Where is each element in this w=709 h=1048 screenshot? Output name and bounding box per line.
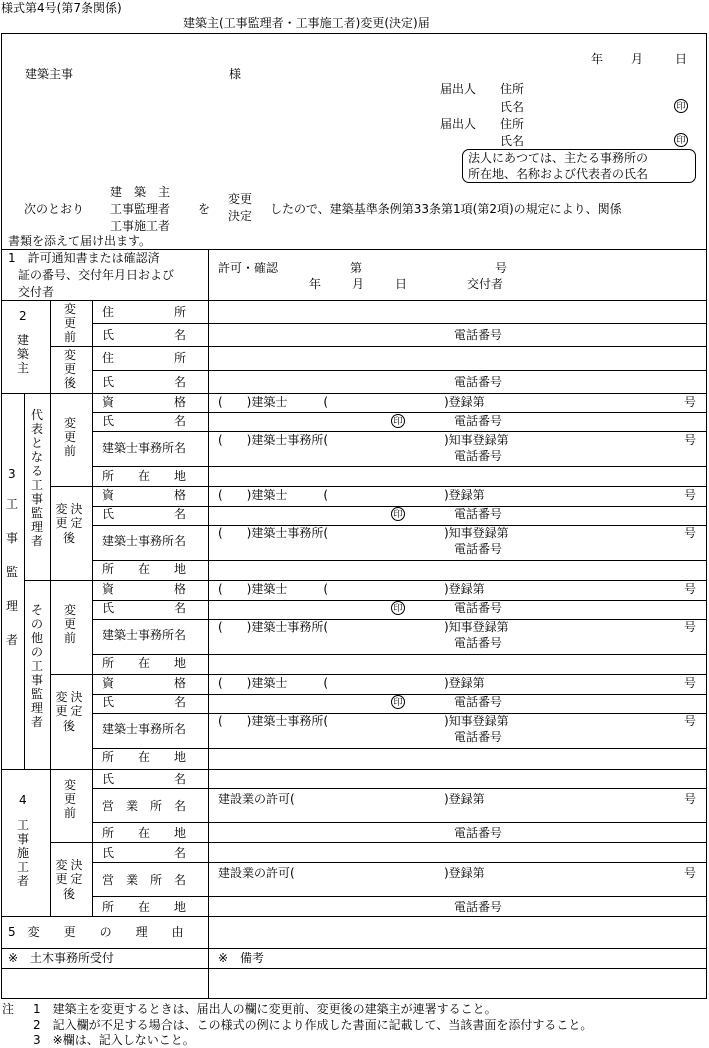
- section1-permit: 許可・確認: [218, 261, 279, 275]
- section3-phone: 電話番号: [454, 730, 503, 744]
- section4-location-label: 所 在 地: [102, 826, 187, 840]
- section3-other: そ の 他 の 工 事 監 理 者: [30, 603, 43, 729]
- section3-location-label: 所 在 地: [102, 656, 187, 670]
- date-year: 年: [591, 52, 604, 66]
- section4-toroku: )登録第: [444, 866, 485, 880]
- seal-mark: 印: [391, 695, 405, 709]
- section3-office-reg: ( )建築士事務所(: [218, 714, 329, 728]
- notes-head: 注: [2, 1002, 15, 1016]
- section3-go: 号: [684, 488, 697, 502]
- section1-label: 証の番号、交付年月日および: [18, 268, 175, 282]
- section3-go: 号: [684, 676, 697, 690]
- notifier-1-name: 氏名: [500, 100, 525, 114]
- section2-address-label: 住 所: [102, 305, 187, 319]
- section2-phone: 電話番号: [454, 328, 503, 342]
- section3-toroku: )登録第: [444, 676, 485, 690]
- statement-prefix: 次のとおり: [24, 202, 85, 216]
- section3-qual-label: 資 格: [102, 488, 187, 502]
- section4-license: 建設業の許可(: [218, 866, 295, 880]
- seal-mark: 印: [391, 414, 405, 428]
- statement-option: 工事監理者: [110, 202, 171, 216]
- section4-name-label: 氏 名: [102, 772, 187, 786]
- section4-phone: 電話番号: [454, 826, 503, 840]
- statement-action: 決定: [228, 209, 253, 223]
- section4-office-label: 営 業 所 名: [102, 873, 187, 887]
- addressee-honorific: 様: [229, 67, 242, 81]
- remarks: ※ 備考: [218, 951, 265, 965]
- section3-kenchikushi: ( )建築士 (: [218, 582, 329, 596]
- section4-license: 建設業の許可(: [218, 792, 295, 806]
- section3-chiji: )知事登録第: [444, 620, 509, 634]
- section3-go: 号: [684, 582, 697, 596]
- section3-chiji: )知事登録第: [444, 714, 509, 728]
- section4-office-label: 営 業 所 名: [102, 799, 187, 813]
- section2-name-label: 氏 名: [102, 375, 187, 389]
- statement-suffix: したので、建築基準条例第33条第1項(第2項)の規定により、関係: [270, 202, 622, 216]
- section3-phone: 電話番号: [454, 636, 503, 650]
- section3-location-label: 所 在 地: [102, 562, 187, 576]
- section3-office-label: 建築士事務所名: [102, 628, 187, 642]
- section3-name-label: 氏 名: [102, 507, 187, 521]
- section3-qual-label: 資 格: [102, 676, 187, 690]
- section3-go: 号: [684, 526, 697, 540]
- section2-name-label: 氏 名: [102, 328, 187, 342]
- section3-phone: 電話番号: [454, 695, 503, 709]
- section4-location-label: 所 在 地: [102, 900, 187, 914]
- section3-toroku: )登録第: [444, 488, 485, 502]
- section4-after: 変 決 更 定 後: [55, 858, 83, 901]
- section3-name-label: 氏 名: [102, 695, 187, 709]
- section3-phone: 電話番号: [454, 449, 503, 463]
- section3-kenchikushi: ( )建築士 (: [218, 395, 329, 409]
- section3-other-after: 変 決 更 定 後: [55, 690, 83, 733]
- statement-option: 工事施工者: [110, 219, 171, 233]
- section3-phone: 電話番号: [454, 601, 503, 615]
- section5-label: 5 変 更 の 理 由: [8, 925, 184, 939]
- section4-phone: 電話番号: [454, 900, 503, 914]
- section3-location-label: 所 在 地: [102, 750, 187, 764]
- statement-action: 変更: [228, 192, 253, 206]
- notifier-1-address: 住所: [500, 82, 525, 96]
- section1-issuer: 交付者: [467, 277, 504, 291]
- section3-name-label: 氏 名: [102, 414, 187, 428]
- section3-number: 3: [8, 467, 16, 481]
- section3-name-label: 氏 名: [102, 601, 187, 615]
- section3-office-reg: ( )建築士事務所(: [218, 526, 329, 540]
- section4-go: 号: [684, 866, 697, 880]
- office-receipt: ※ 土木事務所受付: [8, 951, 115, 965]
- section3-phone: 電話番号: [454, 507, 503, 521]
- section3-chiji: )知事登録第: [444, 433, 509, 447]
- section3-kenchikushi: ( )建築士 (: [218, 676, 329, 690]
- section3-go: 号: [684, 620, 697, 634]
- section4-toroku: )登録第: [444, 792, 485, 806]
- date-day: 日: [675, 52, 688, 66]
- section1-month: 月: [352, 277, 365, 291]
- section3-go: 号: [684, 714, 697, 728]
- section4-title: 工 事 施 工 者: [16, 818, 29, 888]
- section1-year: 年: [309, 277, 322, 291]
- section3-toroku: )登録第: [444, 395, 485, 409]
- section3-other-before: 変 更 前: [63, 603, 76, 645]
- seal-mark: 印: [391, 507, 405, 521]
- section1-label: 交付者: [18, 285, 55, 299]
- note-item: 3 ※欄は、記入しないこと。: [33, 1033, 195, 1047]
- seal-mark: 印: [674, 99, 688, 113]
- section1-go: 号: [495, 261, 508, 275]
- section3-rep: 代 表 と な る 工 事 監 理 者: [30, 408, 43, 548]
- seal-mark: 印: [391, 601, 405, 615]
- section3-location-label: 所 在 地: [102, 469, 187, 483]
- section3-toroku: )登録第: [444, 582, 485, 596]
- section4-number: 4: [19, 793, 27, 807]
- section2-address-label: 住 所: [102, 351, 187, 365]
- section4-go: 号: [684, 792, 697, 806]
- form-title: 建築主(工事監理者・工事施工者)変更(決定)届: [183, 16, 430, 30]
- section3-chiji: )知事登録第: [444, 526, 509, 540]
- statement-option: 建 築 主: [110, 185, 171, 199]
- section3-rep-before: 変 更 前: [63, 416, 76, 458]
- section4-name-label: 氏 名: [102, 846, 187, 860]
- section3-kenchikushi: ( )建築士 (: [218, 488, 329, 502]
- section2-number: 2: [19, 309, 27, 323]
- section3-title: 工 事 監 理 者: [5, 497, 18, 647]
- section3-phone: 電話番号: [454, 414, 503, 428]
- statement-wo: を: [198, 202, 211, 216]
- section3-office-label: 建築士事務所名: [102, 722, 187, 736]
- section3-qual-label: 資 格: [102, 582, 187, 596]
- corporate-note-line: 法人にあつては、主たる事務所の: [468, 151, 649, 165]
- section3-office-reg: ( )建築士事務所(: [218, 433, 329, 447]
- notifier-2-address: 住所: [500, 117, 525, 131]
- section3-go: 号: [684, 433, 697, 447]
- statement-line2: 書類を添えて届け出ます。: [8, 234, 152, 248]
- section1-dai: 第: [350, 261, 363, 275]
- seal-mark: 印: [674, 133, 688, 147]
- section3-office-reg: ( )建築士事務所(: [218, 620, 329, 634]
- date-month: 月: [631, 52, 644, 66]
- section3-rep-after: 変 決 更 定 後: [55, 502, 83, 545]
- section2-title: 建 築 主: [16, 333, 29, 375]
- section3-office-label: 建築士事務所名: [102, 441, 187, 455]
- section3-qual-label: 資 格: [102, 395, 187, 409]
- section1-day: 日: [395, 277, 408, 291]
- section1-label: 1 許可通知書または確認済: [8, 251, 160, 265]
- section3-phone: 電話番号: [454, 542, 503, 556]
- section3-office-label: 建築士事務所名: [102, 534, 187, 548]
- note-item: 2 記入欄が不足する場合は、この様式の例により作成した書面に記載して、当該書面を添付すること。: [33, 1018, 593, 1032]
- note-item: 1 建築主を変更するときは、届出人の欄に変更前、変更後の建築主が連署すること。: [33, 1002, 497, 1016]
- corporate-note-line: 所在地、名称および代表者の氏名: [468, 167, 649, 181]
- section4-before: 変 更 前: [63, 778, 76, 820]
- notifier-1-label: 届出人: [440, 82, 477, 96]
- notifier-2-label: 届出人: [440, 117, 477, 131]
- section2-after: 変 更 後: [63, 348, 76, 390]
- section3-go: 号: [684, 395, 697, 409]
- section2-phone: 電話番号: [454, 375, 503, 389]
- notifier-2-name: 氏名: [500, 134, 525, 148]
- section2-before: 変 更 前: [63, 302, 76, 344]
- form-number: 様式第4号(第7条関係): [1, 1, 122, 15]
- addressee-name: 建築主事: [25, 67, 74, 81]
